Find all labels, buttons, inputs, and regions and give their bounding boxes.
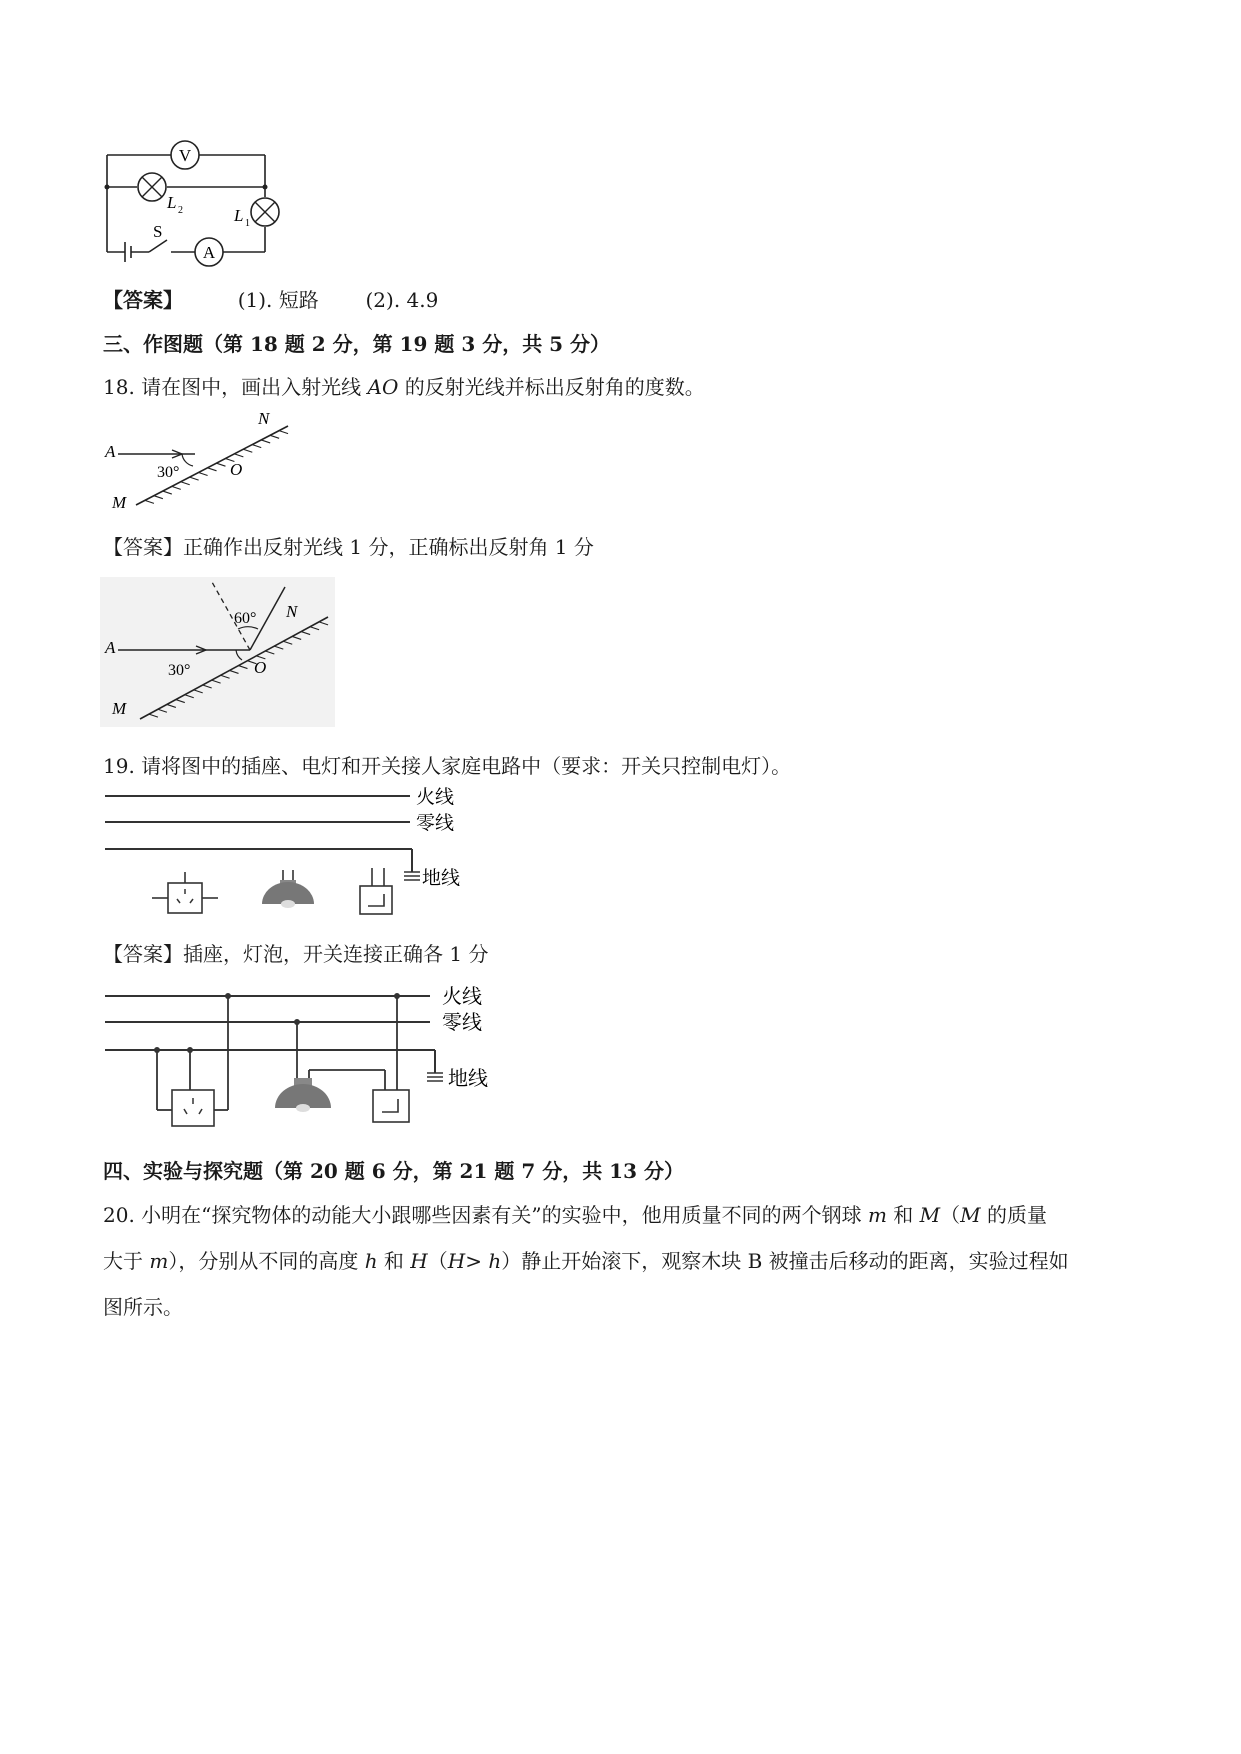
- q19-prompt: 19. 请将图中的插座、电灯和开关接人家庭电路中（要求：开关只控制电灯）。: [103, 754, 792, 778]
- household-circuit-answer-diagram: [100, 982, 500, 1140]
- label-A: A: [105, 638, 116, 657]
- q20-line-3: 图所示。: [103, 1295, 183, 1319]
- switch-label: S: [153, 222, 163, 241]
- socket-icon: [172, 1090, 214, 1126]
- svg-text:A: A: [202, 243, 216, 262]
- svg-text:V: V: [178, 146, 192, 165]
- reflection-answer-diagram: [100, 577, 335, 727]
- answer-tag: 【答案】: [103, 288, 183, 312]
- neutral-wire-label: 零线: [442, 1012, 482, 1034]
- switch-icon: [360, 868, 392, 914]
- q17-answer: [103, 284, 438, 313]
- label-A: A: [105, 442, 116, 461]
- ground-wire-label: 地线: [422, 868, 461, 889]
- lamp-icon: [275, 1078, 331, 1112]
- q20-line-2: 大于 m），分别从不同的高度 h 和 H（H> h）静止开始滚下，观察木块 B 被撞击后移动的距离，实验过程如: [103, 1249, 1069, 1273]
- label-N: N: [286, 602, 298, 621]
- label-N: N: [258, 409, 270, 428]
- angle-in-label: 30°: [168, 662, 191, 679]
- voltmeter-icon: [171, 141, 199, 169]
- lamp2-label: L: [167, 193, 177, 212]
- lamp2-sub: 2: [178, 205, 183, 216]
- lamp2-icon: [138, 173, 166, 201]
- lamp1-icon: [251, 198, 279, 226]
- angle-out-label: 60°: [234, 610, 257, 627]
- section-3-heading: 三、作图题（第 18 题 2 分，第 19 题 3 分，共 5 分）: [103, 332, 611, 356]
- lamp1-sub: 1: [245, 218, 250, 229]
- socket-icon: [152, 872, 218, 913]
- angle-label: 30°: [157, 464, 180, 481]
- label-M: M: [112, 699, 127, 718]
- reflection-diagram: [100, 408, 300, 518]
- lamp1-label: L: [234, 206, 244, 225]
- label-M: M: [112, 493, 127, 512]
- label-O: O: [230, 460, 243, 479]
- q20-line-1: 20. 小明在“探究物体的动能大小跟哪些因素有关”的实验中，他用质量不同的两个钢球 m 和 M（M 的质量: [103, 1203, 1047, 1227]
- ground-wire-label: 地线: [448, 1068, 488, 1090]
- circuit-diagram: [95, 135, 295, 270]
- switch-icon: [373, 1090, 409, 1122]
- answer-part-1: (1). 短路: [237, 288, 319, 312]
- live-wire-label: 火线: [442, 986, 482, 1008]
- q19-answer: 【答案】插座，灯泡，开关连接正确各 1 分: [103, 942, 489, 966]
- section-4-heading: 四、实验与探究题（第 20 题 6 分，第 21 题 7 分，共 13 分）: [103, 1159, 684, 1183]
- q18-answer: 【答案】正确作出反射光线 1 分，正确标出反射角 1 分: [103, 535, 594, 559]
- answer-part-2: (2). 4.9: [365, 288, 439, 312]
- lamp-icon: [262, 870, 314, 908]
- household-circuit-diagram: [100, 780, 470, 930]
- label-O: O: [254, 658, 267, 677]
- ammeter-icon: [195, 238, 223, 266]
- neutral-wire-label: 零线: [416, 813, 455, 834]
- q18-prompt: 18. 请在图中，画出入射光线 AO 的反射光线并标出反射角的度数。: [103, 375, 705, 399]
- live-wire-label: 火线: [416, 787, 455, 808]
